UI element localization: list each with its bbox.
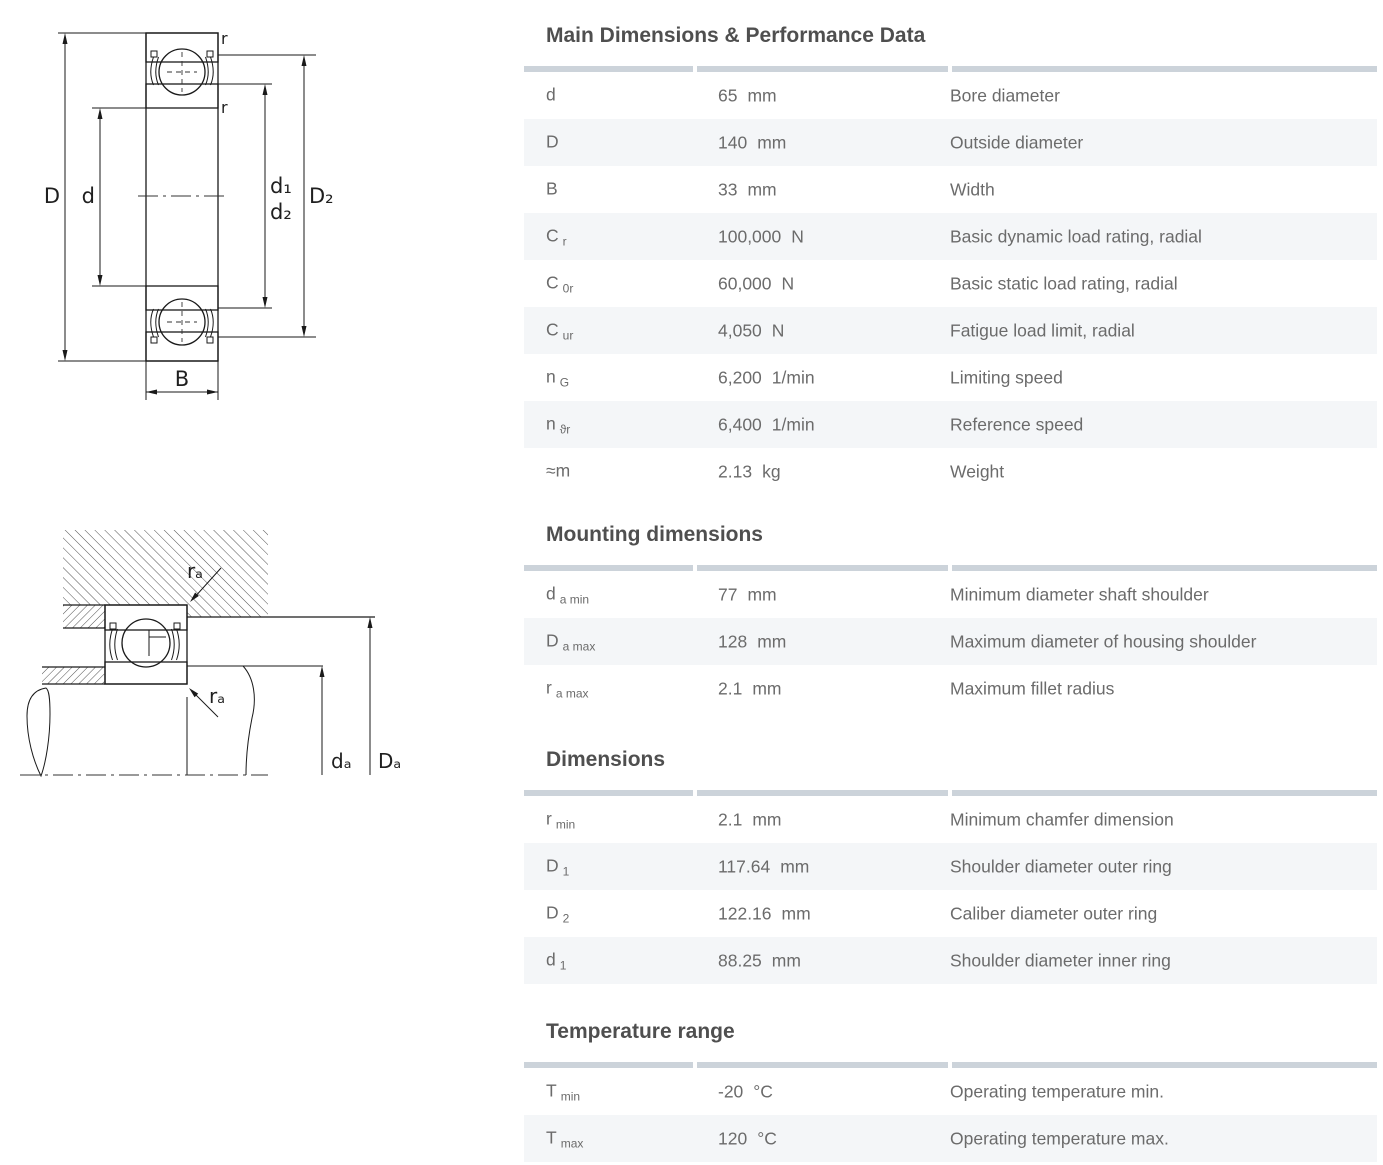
symbol-subscript: max	[560, 1136, 584, 1150]
symbol-base: C	[546, 319, 559, 339]
table-rows	[524, 1068, 1377, 1162]
symbol-base: C	[546, 272, 559, 292]
symbol-cell	[546, 902, 569, 925]
symbol-cell	[546, 413, 570, 436]
value-cell	[718, 226, 804, 247]
description-cell: Reference speed	[950, 414, 1084, 434]
value-unit: mm	[780, 856, 810, 876]
table-row	[524, 890, 1377, 937]
value-cell	[718, 1081, 773, 1102]
dim-label-r-outer: r	[221, 29, 228, 48]
symbol-subscript: a max	[562, 639, 596, 653]
value-cell	[718, 1128, 777, 1149]
table-row	[524, 213, 1377, 260]
symbol-cell	[546, 225, 567, 248]
table-rows	[524, 571, 1377, 712]
value-number: 120	[718, 1128, 748, 1148]
value-cell	[718, 950, 801, 971]
description-cell: Width	[950, 179, 995, 199]
symbol-cell	[546, 84, 560, 107]
symbol-subscript: 2	[562, 911, 570, 925]
dim-label-B: B	[174, 367, 190, 391]
value-number: 88.25	[718, 950, 762, 970]
symbol-cell	[546, 366, 569, 389]
table-section	[524, 748, 1377, 984]
table-row	[524, 665, 1377, 712]
value-number: 140	[718, 132, 748, 152]
description-cell: Operating temperature max.	[950, 1128, 1169, 1148]
value-number: 4,050	[718, 320, 762, 340]
symbol-base: B	[546, 178, 558, 198]
value-cell	[718, 367, 815, 388]
symbol-subscript: 1	[562, 864, 570, 878]
description-cell: Shoulder diameter inner ring	[950, 950, 1171, 970]
table-rows	[524, 796, 1377, 984]
section-title: Temperature range	[546, 1020, 735, 1043]
value-unit: N	[791, 226, 804, 246]
description-cell: Minimum diameter shaft shoulder	[950, 584, 1209, 604]
description-cell: Weight	[950, 461, 1005, 481]
symbol-base: r	[546, 808, 552, 828]
symbol-base: n	[546, 366, 556, 386]
table-row	[524, 260, 1377, 307]
description-cell: Operating temperature min.	[950, 1081, 1164, 1101]
table-section	[524, 523, 1377, 712]
description-cell: Shoulder diameter outer ring	[950, 856, 1172, 876]
description-cell: Limiting speed	[950, 367, 1063, 387]
symbol-subscript: a max	[555, 686, 589, 700]
symbol-subscript: G	[559, 375, 570, 389]
value-cell	[718, 584, 777, 605]
value-cell	[718, 903, 811, 924]
description-cell: Maximum diameter of housing shoulder	[950, 631, 1257, 651]
value-cell	[718, 273, 794, 294]
description-cell: Basic dynamic load rating, radial	[950, 226, 1202, 246]
symbol-base: D	[546, 630, 559, 650]
symbol-subscript: min	[560, 1089, 581, 1103]
dim-label-d1: d₁	[270, 174, 292, 198]
table-row	[524, 843, 1377, 890]
section-title: Dimensions	[546, 748, 666, 771]
table-row	[524, 72, 1377, 119]
value-cell	[718, 461, 781, 482]
dim-label-Da: Dₐ	[378, 749, 402, 773]
symbol-cell	[546, 677, 589, 700]
symbol-cell	[546, 131, 563, 154]
value-number: 77	[718, 584, 738, 604]
table-row	[524, 618, 1377, 665]
symbol-cell	[546, 460, 574, 483]
symbol-cell	[546, 178, 562, 201]
description-cell: Bore diameter	[950, 85, 1060, 105]
value-number: 117.64	[718, 856, 771, 876]
value-unit: N	[781, 273, 795, 293]
symbol-base: D	[546, 855, 559, 875]
value-cell	[718, 132, 786, 153]
value-cell	[718, 85, 777, 106]
description-cell: Fatigue load limit, radial	[950, 320, 1135, 340]
symbol-base: n	[546, 413, 556, 433]
dim-label-da: dₐ	[331, 749, 352, 773]
value-unit: N	[771, 320, 785, 340]
value-number: 128	[718, 631, 748, 651]
value-unit: mm	[752, 678, 782, 698]
value-number: 100,000	[718, 226, 782, 246]
value-unit: mm	[757, 631, 787, 651]
symbol-base: d	[546, 949, 556, 969]
symbol-base: d	[546, 84, 556, 104]
table-row	[524, 401, 1377, 448]
value-unit: mm	[747, 85, 777, 105]
value-unit: mm	[781, 903, 811, 923]
table-row	[524, 937, 1377, 984]
dim-label-d: d	[81, 184, 95, 208]
value-number: 6,400	[718, 414, 762, 434]
value-cell	[718, 631, 786, 652]
value-unit: mm	[747, 179, 777, 199]
table-row	[524, 571, 1377, 618]
value-unit: kg	[762, 461, 781, 481]
symbol-cell	[546, 583, 589, 606]
table-section	[524, 24, 1377, 495]
value-number: 65	[718, 85, 738, 105]
dim-label-D2: D₂	[309, 184, 334, 208]
symbol-subscript: min	[555, 817, 576, 831]
value-number: 2.1	[718, 678, 743, 698]
value-unit: mm	[757, 132, 787, 152]
symbol-subscript: 1	[559, 958, 567, 972]
value-unit: mm	[747, 584, 777, 604]
table-row	[524, 796, 1377, 843]
symbol-base: D	[546, 131, 559, 151]
symbol-cell	[546, 1080, 580, 1103]
value-number: -20	[718, 1081, 744, 1101]
symbol-base: d	[546, 583, 556, 603]
dim-label-D: D	[43, 184, 60, 208]
value-unit: °C	[753, 1081, 773, 1101]
symbol-cell	[546, 272, 573, 295]
value-number: 33	[718, 179, 738, 199]
description-cell: Outside diameter	[950, 132, 1084, 152]
symbol-subscript: r	[562, 234, 567, 248]
symbol-cell	[546, 1127, 583, 1150]
table-row	[524, 119, 1377, 166]
value-cell	[718, 678, 781, 699]
value-cell	[718, 320, 784, 341]
value-unit: mm	[771, 950, 801, 970]
dim-label-r-inner: r	[221, 98, 228, 117]
symbol-subscript: 0r	[562, 281, 574, 295]
value-cell	[718, 414, 815, 435]
dim-label-d2: d₂	[270, 200, 292, 224]
dim-label-ra-bottom: rₐ	[209, 684, 226, 708]
value-number: 60,000	[718, 273, 772, 293]
symbol-cell	[546, 949, 566, 972]
symbol-subscript: ur	[562, 328, 574, 342]
value-cell	[718, 179, 777, 200]
description-cell: Maximum fillet radius	[950, 678, 1115, 698]
symbol-subscript: ϑr	[559, 422, 571, 436]
table-row	[524, 307, 1377, 354]
value-number: 2.13	[718, 461, 753, 481]
symbol-base: T	[546, 1127, 557, 1147]
table-rows	[524, 72, 1377, 495]
description-cell: Basic static load rating, radial	[950, 273, 1178, 293]
table-row	[524, 448, 1377, 495]
value-number: 122.16	[718, 903, 772, 923]
value-unit: mm	[752, 809, 782, 829]
symbol-cell	[546, 808, 575, 831]
symbol-base: D	[546, 902, 559, 922]
description-cell: Caliber diameter outer ring	[950, 903, 1158, 923]
table-row	[524, 354, 1377, 401]
description-cell: Minimum chamfer dimension	[950, 809, 1174, 829]
value-cell	[718, 809, 781, 830]
symbol-cell	[546, 319, 573, 342]
value-unit: 1/min	[771, 367, 815, 387]
table-row	[524, 1068, 1377, 1115]
table-section	[524, 1020, 1377, 1162]
table-row	[524, 166, 1377, 213]
symbol-cell	[546, 630, 595, 653]
symbol-base: r	[546, 677, 552, 697]
symbol-base: C	[546, 225, 559, 245]
value-number: 2.1	[718, 809, 743, 829]
value-cell	[718, 856, 809, 877]
dim-label-ra-top: rₐ	[186, 559, 203, 583]
symbol-subscript: a min	[559, 592, 590, 606]
symbol-base: ≈m	[546, 460, 571, 480]
section-title: Main Dimensions & Performance Data	[546, 24, 926, 47]
value-unit: 1/min	[771, 414, 815, 434]
symbol-base: T	[546, 1080, 557, 1100]
value-unit: °C	[757, 1128, 777, 1148]
section-title: Mounting dimensions	[546, 523, 763, 546]
symbol-cell	[546, 855, 569, 878]
table-row	[524, 1115, 1377, 1162]
value-number: 6,200	[718, 367, 762, 387]
